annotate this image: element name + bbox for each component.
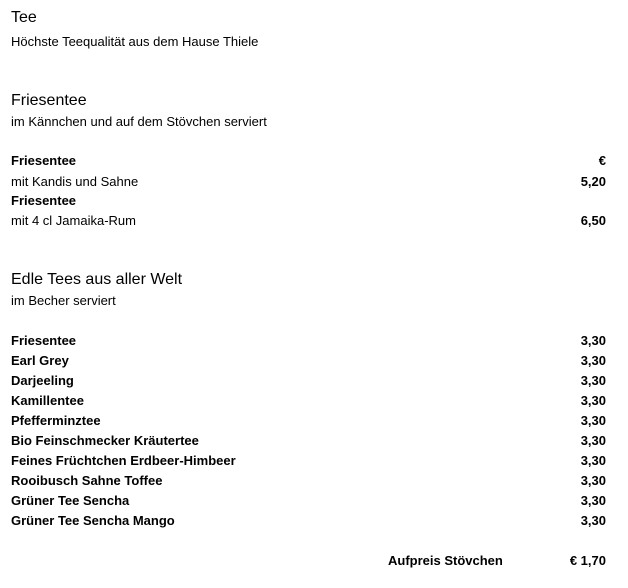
menu-item-name: Kamillentee — [11, 393, 84, 408]
menu-item-name: Bio Feinschmecker Kräutertee — [11, 433, 199, 448]
menu-item-price: 5,20 — [580, 174, 606, 189]
menu-item-price: 3,30 — [580, 393, 606, 408]
menu-item-price: 3,30 — [580, 513, 606, 528]
menu-item-price: 3,30 — [580, 473, 606, 488]
menu-item-name: Earl Grey — [11, 353, 69, 368]
menu-item-price: 3,30 — [580, 433, 606, 448]
section-edle-tees-title: Edle Tees aus aller Welt — [11, 271, 183, 288]
section-friesentee-title: Friesentee — [11, 92, 87, 109]
surcharge-price: € 1,70 — [569, 553, 606, 568]
page-subtitle: Höchste Teequalität aus dem Hause Thiele — [11, 34, 259, 49]
currency-header: € — [598, 153, 606, 168]
menu-item-price: 6,50 — [580, 213, 606, 228]
menu-item-name: Pfefferminztee — [11, 413, 101, 428]
menu-item-name: Feines Früchtchen Erdbeer-Himbeer — [11, 453, 236, 468]
menu-item-price: 3,30 — [580, 413, 606, 428]
menu-item-name: Darjeeling — [11, 373, 74, 388]
section-friesentee-subtitle: im Kännchen und auf dem Stövchen serviert — [11, 114, 267, 129]
menu-item-price: 3,30 — [580, 493, 606, 508]
menu-item-name: Friesentee — [11, 193, 77, 208]
menu-item-description: mit 4 cl Jamaika-Rum — [11, 213, 136, 228]
menu-item-description: mit Kandis und Sahne — [11, 174, 139, 189]
menu-item-price: 3,30 — [580, 353, 606, 368]
menu-item-price: 3,30 — [580, 373, 606, 388]
menu-item-name: Friesentee — [11, 333, 77, 348]
menu-item-name: Grüner Tee Sencha — [11, 493, 130, 508]
menu-item-price: 3,30 — [580, 333, 606, 348]
section-edle-tees-subtitle: im Becher serviert — [11, 293, 116, 308]
surcharge-label: Aufpreis Stövchen — [388, 553, 503, 568]
menu-item-name: Grüner Tee Sencha Mango — [11, 513, 175, 528]
menu-item-name: Rooibusch Sahne Toffee — [11, 473, 163, 488]
page-title: Tee — [11, 9, 37, 26]
menu-item-name: Friesentee — [11, 153, 77, 168]
menu-item-price: 3,30 — [580, 453, 606, 468]
